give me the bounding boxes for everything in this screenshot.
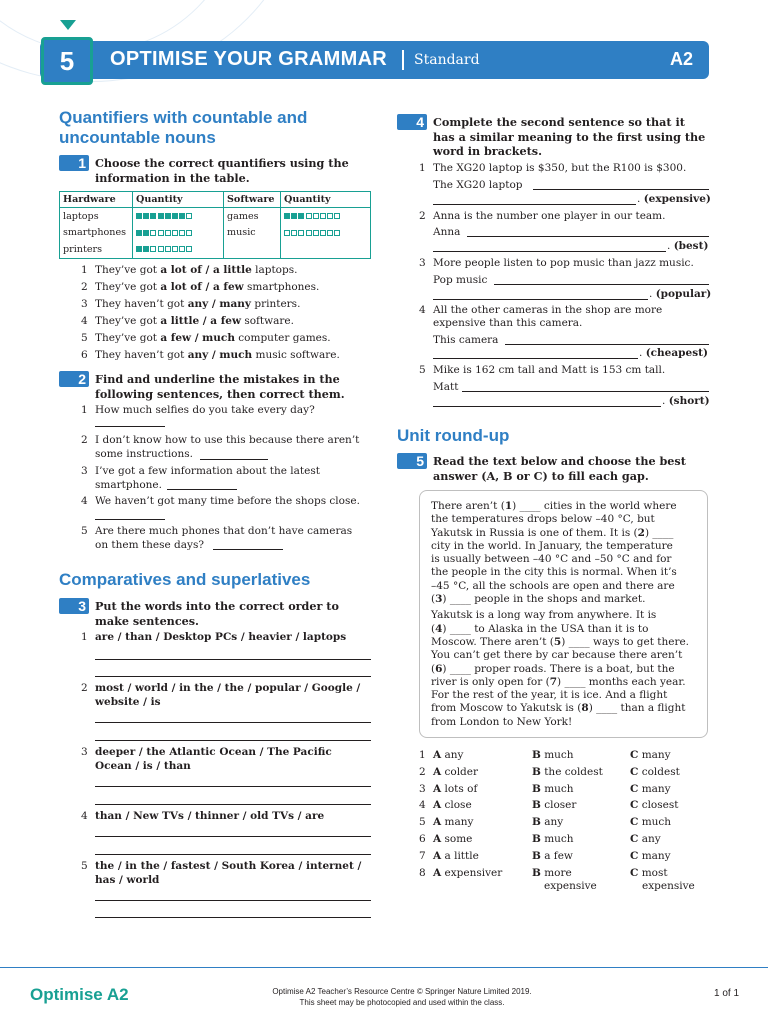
- quantifier-options[interactable]: any / much: [187, 349, 253, 361]
- software-cell: music: [224, 225, 281, 242]
- sentence-text: smartphone.: [95, 479, 162, 491]
- bracket-word: . (best): [667, 240, 709, 252]
- copyright-line: This sheet may be photocopied and used within the class.: [299, 998, 505, 1007]
- item-number: 2: [81, 281, 88, 293]
- copyright-notice: [240, 986, 564, 1008]
- option-c[interactable]: C closest: [630, 799, 679, 812]
- filled-square-icon: [165, 213, 171, 219]
- empty-square-icon: [298, 230, 304, 236]
- passage-text: from Moscow to Yakutsk is (: [431, 702, 582, 715]
- answer-line[interactable]: [467, 236, 709, 237]
- option-a[interactable]: A close: [433, 799, 472, 812]
- sentence-start: Pop music: [433, 274, 488, 286]
- passage-line: [431, 716, 703, 729]
- footer-divider: [0, 967, 768, 968]
- filled-square-icon: [291, 213, 297, 219]
- gap-number[interactable]: 6: [435, 662, 443, 675]
- sentence-text: laptops.: [251, 264, 298, 276]
- answer-line[interactable]: [505, 344, 709, 345]
- choice-sentence[interactable]: [95, 315, 294, 329]
- empty-square-icon: [172, 246, 178, 252]
- answer-line[interactable]: [433, 358, 638, 359]
- passage-text: ) ____ ways to get there.: [561, 635, 690, 648]
- instruction-line: information in the table.: [95, 170, 250, 185]
- word-order-prompt: the / in the / fastest / South Korea / internet /: [95, 860, 362, 872]
- copyright-line: Optimise A2 Teacher’s Resource Centre © Springer Nature Limited 2019.: [272, 987, 532, 996]
- answer-line[interactable]: [462, 391, 709, 392]
- item-number: 1: [81, 631, 88, 643]
- quantity-meter: [133, 225, 224, 242]
- exercise-number: 3: [59, 598, 89, 614]
- option-a[interactable]: A some: [433, 833, 473, 845]
- answer-line[interactable]: [533, 189, 709, 190]
- sentence-text: on them these days?: [95, 539, 204, 551]
- sentence-start: Matt: [433, 381, 459, 393]
- option-a[interactable]: A expensiver: [433, 866, 503, 879]
- option-c[interactable]: C many: [630, 782, 671, 795]
- instruction-line: has a similar meaning to the first using the: [433, 129, 706, 144]
- sentence-text: smartphones.: [243, 281, 320, 293]
- filled-square-icon: [136, 230, 142, 236]
- answer-line[interactable]: [433, 251, 666, 252]
- item-number: 5: [81, 525, 88, 537]
- sentence-text: I’ve got a few information about the latest: [95, 465, 320, 477]
- answer-line[interactable]: [213, 549, 283, 550]
- passage-line: [431, 553, 703, 566]
- answer-line[interactable]: [95, 917, 371, 918]
- filled-square-icon: [143, 230, 149, 236]
- table-row: [60, 241, 371, 258]
- reading-passage-box: [419, 490, 708, 738]
- hardware-cell: laptops: [60, 208, 133, 225]
- item-number: 4: [419, 304, 426, 316]
- exercise-instruction: [95, 156, 349, 185]
- choice-sentence[interactable]: [95, 298, 300, 312]
- gap-number[interactable]: 2: [637, 526, 645, 539]
- option-b[interactable]: B a few: [532, 849, 573, 862]
- quantifier-options[interactable]: any / many: [187, 298, 252, 310]
- item-number: 2: [81, 434, 88, 446]
- sentence-start: This camera: [433, 334, 499, 346]
- instruction-line: Put the words into the correct order to: [95, 599, 339, 613]
- item-number: 3: [419, 257, 426, 269]
- passage-text: (: [431, 593, 436, 606]
- sentence-text: We haven’t got many time before the shops close.: [95, 495, 360, 507]
- empty-square-icon: [291, 230, 297, 236]
- table-row: [60, 208, 371, 225]
- exercise-instruction: [95, 372, 345, 401]
- gap-number[interactable]: 4: [435, 622, 443, 635]
- word-order-prompt: has / world: [95, 874, 160, 886]
- item-number: 1: [81, 264, 88, 276]
- filled-square-icon: [143, 246, 149, 252]
- passage-line: [431, 663, 703, 676]
- item-number: 1: [419, 162, 426, 174]
- passage-line: [431, 623, 703, 636]
- answer-line[interactable]: [95, 786, 371, 787]
- bracket-word: . (cheapest): [639, 347, 708, 359]
- choice-sentence[interactable]: [95, 264, 297, 278]
- passage-text: ) ____: [644, 526, 674, 539]
- key-word: (best): [673, 240, 709, 252]
- word-order-prompt: website / is: [95, 696, 161, 708]
- gap-number[interactable]: 5: [553, 635, 562, 648]
- option-b[interactable]: B much: [532, 749, 574, 761]
- exercise-number: 2: [59, 371, 89, 387]
- answer-line[interactable]: [95, 676, 371, 677]
- empty-square-icon: [150, 230, 156, 236]
- section-title-line: Quantifiers with countable and: [59, 108, 308, 127]
- item-number: 8: [419, 866, 426, 879]
- answer-line[interactable]: [95, 854, 371, 855]
- table-header: Software: [224, 192, 281, 208]
- empty-square-icon: [334, 230, 340, 236]
- sentence-text: computer games.: [234, 332, 331, 344]
- bracket-word: . (popular): [649, 288, 712, 300]
- sentence-text: some instructions.: [95, 448, 193, 460]
- answer-line[interactable]: [200, 459, 268, 460]
- passage-text: Yakutsk in Russia is one of them. It is (: [431, 526, 638, 539]
- empty-square-icon: [186, 230, 192, 236]
- empty-square-icon: [150, 246, 156, 252]
- passage-text: from London to New York!: [431, 715, 573, 728]
- item-number: 2: [81, 682, 88, 694]
- item-number: 3: [419, 782, 426, 795]
- empty-square-icon: [284, 230, 290, 236]
- passage-line: [431, 636, 703, 649]
- passage-text: river is only open for (: [431, 675, 550, 688]
- empty-square-icon: [186, 246, 192, 252]
- word-order-prompt: than / New TVs / thinner / old TVs / are: [95, 810, 325, 822]
- section-title: [59, 108, 307, 148]
- empty-square-icon: [158, 230, 164, 236]
- answer-line[interactable]: [433, 204, 636, 205]
- empty-square-icon: [327, 213, 333, 219]
- answer-line[interactable]: [95, 519, 165, 520]
- hardware-cell: printers: [60, 241, 133, 258]
- empty-square-icon: [313, 213, 319, 219]
- hardware-cell: smartphones: [60, 225, 133, 242]
- title-divider: [402, 50, 404, 70]
- sentence-text: How much selfies do you take every day?: [95, 404, 315, 416]
- item-number: 2: [419, 765, 426, 778]
- filled-square-icon: [298, 213, 304, 219]
- passage-text: (: [431, 662, 436, 675]
- key-word: (short): [668, 395, 710, 407]
- word-order-prompt: deeper / the Atlantic Ocean / The Pacific: [95, 746, 332, 758]
- answer-line[interactable]: [433, 406, 661, 407]
- item-number: 1: [81, 404, 88, 416]
- quantity-meter: [281, 208, 371, 225]
- passage-line: [431, 513, 703, 526]
- gap-number[interactable]: 7: [549, 675, 558, 688]
- sentence-text: All the other cameras in the shop are more: [433, 304, 663, 316]
- empty-square-icon: [179, 246, 185, 252]
- word-order-prompt: are / than / Desktop PCs / heavier / laptops: [95, 631, 347, 643]
- option-c[interactable]: C coldest: [630, 765, 680, 778]
- instruction-line: Find and underline the mistakes in the: [95, 372, 340, 386]
- passage-text: You can’t get there by car because there aren’t: [431, 649, 683, 662]
- choice-sentence[interactable]: [95, 281, 319, 295]
- passage-text: ) ____ proper roads. There is a boat, but the: [442, 662, 675, 675]
- quantifier-options[interactable]: a few / much: [160, 332, 235, 344]
- item-number: 6: [81, 349, 88, 361]
- item-number: 4: [81, 315, 88, 327]
- key-word: (cheapest): [645, 347, 708, 359]
- empty-square-icon: [179, 230, 185, 236]
- passage-text: For the rest of the year, it is ice. And a flight: [431, 689, 668, 702]
- filled-square-icon: [172, 213, 178, 219]
- section-title: Unit round-up: [397, 426, 510, 445]
- sentence-text: Are there much phones that don’t have cameras: [95, 525, 353, 537]
- sentence-text: They’ve got: [95, 315, 161, 327]
- passage-text: city in the world. In January, the temperature: [431, 539, 673, 552]
- quantifier-options[interactable]: a little / a few: [160, 315, 241, 327]
- item-number: 3: [81, 298, 88, 310]
- table-row: [60, 225, 371, 242]
- passage-text: (: [431, 622, 436, 635]
- empty-square-icon: [313, 230, 319, 236]
- exercise-number: 4: [397, 114, 427, 130]
- sentence-text: They’ve got: [95, 264, 161, 276]
- passage-text: ) ____ months each year.: [557, 675, 686, 688]
- item-number: 3: [81, 465, 88, 477]
- sentence-start: The XG20 laptop: [433, 179, 523, 191]
- sentence-text: music software.: [252, 349, 340, 361]
- item-number: 7: [419, 849, 426, 862]
- sentence-text: Anna is the number one player in our team.: [433, 210, 666, 222]
- option-a[interactable]: A any: [433, 749, 464, 761]
- bracket-word: . (expensive): [637, 193, 711, 205]
- empty-square-icon: [186, 213, 192, 219]
- sentence-start: Anna: [433, 226, 461, 238]
- item-number: 4: [81, 810, 88, 822]
- answer-line[interactable]: [95, 740, 371, 741]
- answer-line[interactable]: [95, 804, 371, 805]
- answer-line[interactable]: [433, 299, 648, 300]
- sentence-text: Mike is 162 cm tall and Matt is 153 cm tall.: [433, 364, 666, 376]
- sentence-text: The XG20 laptop is $350, but the R100 is $300.: [433, 162, 687, 174]
- sentence-text: printers.: [251, 298, 301, 310]
- empty-square-icon: [165, 246, 171, 252]
- passage-text: the temperatures drops below –40 °C, but: [431, 513, 655, 526]
- exercise-number: 5: [397, 453, 427, 469]
- bracket-word: . (short): [662, 395, 710, 407]
- filled-square-icon: [136, 213, 142, 219]
- instruction-line: Choose the correct quantifiers using the: [95, 156, 349, 170]
- section-title: Comparatives and superlatives: [59, 570, 311, 589]
- option-b[interactable]: B any: [532, 816, 564, 829]
- item-number: 5: [81, 332, 88, 344]
- instruction-line: make sentences.: [95, 613, 199, 628]
- option-b[interactable]: B closer: [532, 799, 577, 812]
- instruction-line: following sentences, then correct them.: [95, 386, 345, 401]
- gap-number[interactable]: 3: [435, 593, 443, 606]
- empty-square-icon: [158, 246, 164, 252]
- software-cell: [224, 241, 281, 258]
- table-header: Quantity: [281, 192, 371, 208]
- empty-square-icon: [172, 230, 178, 236]
- sentence-text: They haven’t got: [95, 298, 188, 310]
- passage-text: ) ____ to Alaska in the USA than it is to: [442, 622, 649, 635]
- filled-square-icon: [179, 213, 185, 219]
- choice-sentence[interactable]: [95, 332, 331, 346]
- sentence-text: They’ve got: [95, 281, 161, 293]
- item-number: 2: [419, 210, 426, 222]
- item-number: 4: [419, 799, 426, 812]
- sentence-text: expensive than this camera.: [433, 317, 583, 329]
- option-c[interactable]: C any: [630, 833, 661, 845]
- passage-text: ) ____ cities in the world where: [512, 500, 677, 512]
- course-level-code: A2: [670, 49, 694, 69]
- exercise-instruction: [95, 599, 339, 628]
- passage-text: ) ____ than a flight: [588, 702, 686, 715]
- item-number: 1: [419, 749, 426, 761]
- option-a[interactable]: A lots of: [433, 782, 478, 795]
- option-a[interactable]: A many: [433, 816, 474, 829]
- table-header-row: [60, 192, 371, 208]
- gap-number[interactable]: 1: [504, 500, 513, 512]
- item-number: 6: [419, 833, 426, 845]
- quantity-meter: [133, 241, 224, 258]
- passage-line: [431, 676, 703, 689]
- option-c[interactable]: C much: [630, 816, 672, 829]
- passage-line: [431, 593, 703, 606]
- passage-line: [431, 540, 703, 553]
- passage-text: –45 °C, all the schools are open and there are: [431, 579, 675, 592]
- instruction-line: Complete the second sentence so that it: [433, 115, 685, 129]
- quantity-meter: [281, 241, 371, 258]
- answer-line[interactable]: [167, 489, 237, 490]
- filled-square-icon: [143, 213, 149, 219]
- filled-square-icon: [284, 213, 290, 219]
- option-b[interactable]: B much: [532, 833, 574, 845]
- option-c[interactable]: C many: [630, 749, 671, 761]
- choice-sentence[interactable]: [95, 349, 340, 363]
- item-number: 5: [81, 860, 88, 872]
- empty-square-icon: [320, 213, 326, 219]
- key-word: (popular): [655, 288, 712, 300]
- passage-line: [431, 609, 703, 622]
- answer-line[interactable]: [95, 836, 371, 837]
- item-number: 5: [419, 364, 426, 376]
- passage-line: [431, 527, 703, 540]
- empty-square-icon: [327, 230, 333, 236]
- instruction-line: Read the text below and choose the best: [433, 454, 686, 468]
- passage-line: [431, 702, 703, 715]
- empty-square-icon: [306, 213, 312, 219]
- passage-line: [431, 580, 703, 593]
- empty-square-icon: [334, 213, 340, 219]
- answer-line[interactable]: [95, 659, 371, 660]
- option-a[interactable]: A a little: [433, 849, 479, 862]
- unit-number-badge: 5: [41, 37, 93, 85]
- passage-text: ) ____ people in the shops and market.: [442, 593, 646, 606]
- option-b[interactable]: B the coldest: [532, 765, 603, 778]
- worksheet-title: OPTIMISE YOUR GRAMMAR: [110, 48, 388, 70]
- word-order-prompt: most / world / in the / the / popular / Google /: [95, 682, 361, 694]
- brand-logo: Optimise A2: [30, 985, 129, 1004]
- reading-passage: [431, 500, 703, 729]
- filled-square-icon: [150, 213, 156, 219]
- quantity-table: [59, 191, 371, 259]
- passage-line: [431, 649, 703, 662]
- exercise-number: 1: [59, 155, 89, 171]
- passage-text: the people in the city this is normal. When it’s: [431, 566, 677, 579]
- sentence-text: More people listen to pop music than jazz music.: [433, 257, 694, 269]
- instruction-line: word in brackets.: [433, 144, 542, 158]
- pointer-triangle-icon: [60, 20, 76, 30]
- passage-text: There aren’t (: [431, 500, 505, 512]
- instruction-line: answer (A, B or C) to fill each gap.: [433, 468, 649, 483]
- empty-square-icon: [165, 230, 171, 236]
- item-number: 5: [419, 816, 426, 829]
- passage-text: Moscow. There aren’t (: [431, 635, 554, 648]
- filled-square-icon: [158, 213, 164, 219]
- option-b[interactable]: B much: [532, 782, 574, 795]
- passage-line: [431, 689, 703, 702]
- option-c[interactable]: C most expensive: [630, 866, 695, 893]
- word-order-prompt: Ocean / is / than: [95, 760, 191, 772]
- gap-number[interactable]: 8: [581, 702, 589, 715]
- empty-square-icon: [320, 230, 326, 236]
- option-c[interactable]: C many: [630, 849, 671, 862]
- item-number: 4: [81, 495, 88, 507]
- option-a[interactable]: A colder: [433, 765, 479, 778]
- passage-line: [431, 566, 703, 579]
- passage-text: is usually between –40 °C and –50 °C and for: [431, 553, 672, 566]
- quantity-meter: [281, 225, 371, 242]
- sentence-text: software.: [241, 315, 294, 327]
- answer-line[interactable]: [494, 284, 709, 285]
- item-number: 3: [81, 746, 88, 758]
- section-title-line: uncountable nouns: [59, 128, 216, 147]
- empty-square-icon: [306, 230, 312, 236]
- answer-line[interactable]: [95, 426, 165, 427]
- filled-square-icon: [136, 246, 142, 252]
- sentence-text: They’ve got: [95, 332, 161, 344]
- sentence-text: They haven’t got: [95, 349, 188, 361]
- passage-text: Yakutsk is a long way from anywhere. It is: [431, 609, 657, 622]
- passage-line: [431, 500, 703, 513]
- page-number: 1 of 1: [714, 988, 740, 999]
- key-word: (expensive): [643, 193, 711, 205]
- sentence-text: I don’t know how to use this because there aren’t: [95, 434, 360, 446]
- table-header: Quantity: [133, 192, 224, 208]
- quantifier-options[interactable]: a lot of / a little: [160, 264, 252, 276]
- answer-line[interactable]: [95, 722, 371, 723]
- option-b[interactable]: B more expensive: [532, 866, 597, 893]
- quantity-meter: [133, 208, 224, 225]
- exercise-instruction: [433, 454, 686, 483]
- worksheet-level: Standard: [414, 52, 480, 68]
- table-header: Hardware: [60, 192, 133, 208]
- software-cell: games: [224, 208, 281, 225]
- exercise-instruction: [433, 115, 705, 159]
- answer-line[interactable]: [95, 900, 371, 901]
- quantifier-options[interactable]: a lot of / a few: [160, 281, 244, 293]
